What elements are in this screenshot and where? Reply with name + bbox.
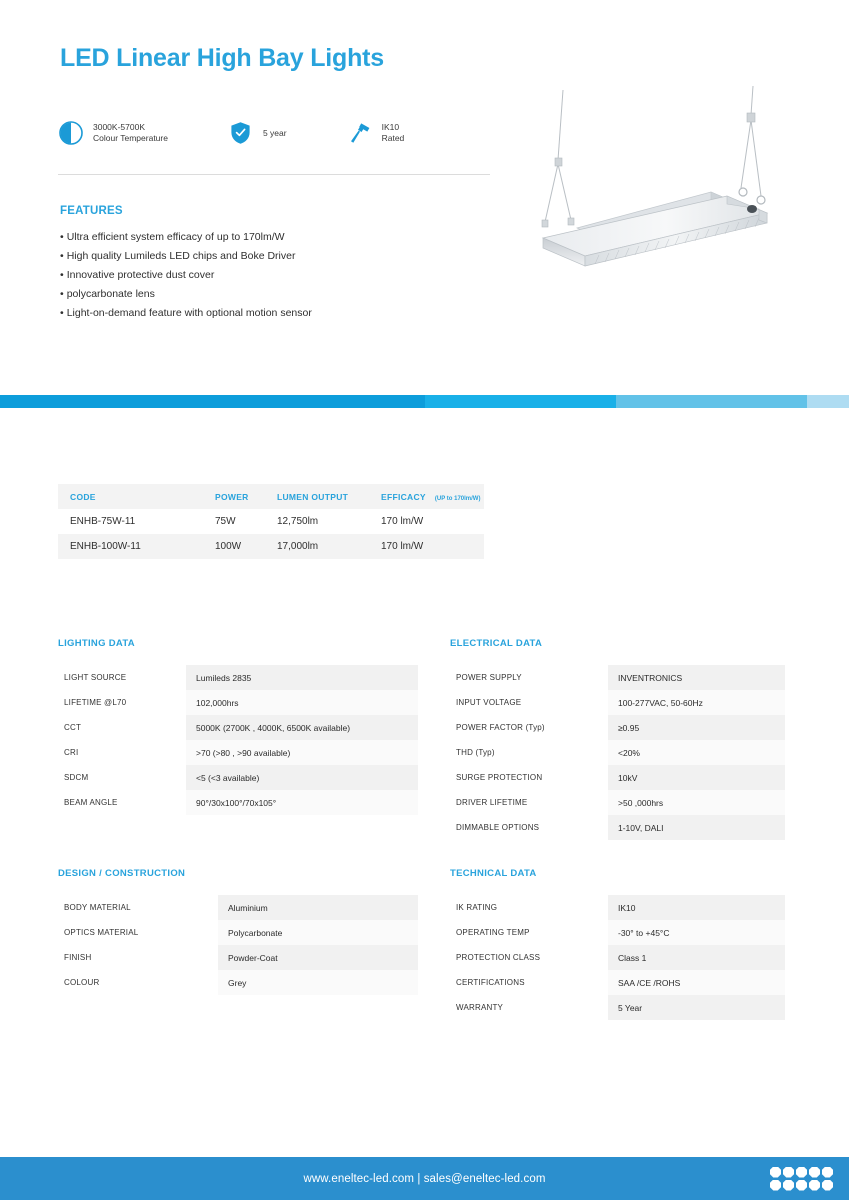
spec-row bbox=[58, 665, 418, 690]
badge-warranty-text bbox=[263, 128, 287, 139]
design-construction-block bbox=[58, 868, 418, 995]
electrical-data-title: ELECTRICAL DATA bbox=[450, 638, 543, 649]
badge-row bbox=[58, 120, 404, 146]
product-lumen-output: 12,750lm bbox=[265, 509, 369, 534]
badge-line-1: 5 year bbox=[262, 127, 287, 138]
spec-label: POWER SUPPLY bbox=[456, 673, 522, 682]
spec-label: LIFETIME @L70 bbox=[64, 698, 127, 707]
badge-line-1: 3000K-5700K bbox=[93, 122, 145, 132]
logo-cell-icon bbox=[796, 1180, 807, 1191]
shield-check-icon bbox=[228, 120, 254, 146]
design-construction-table bbox=[58, 895, 418, 995]
spec-label: INPUT VOLTAGE bbox=[456, 698, 522, 707]
spec-row bbox=[450, 740, 785, 765]
spec-value: Aluminium bbox=[218, 895, 418, 920]
table-row bbox=[58, 509, 484, 534]
product-code-table-body bbox=[58, 509, 484, 559]
product-code: ENHB-100W-11 bbox=[58, 534, 203, 559]
logo-cell-icon bbox=[822, 1180, 833, 1191]
logo-cell-icon bbox=[809, 1167, 820, 1178]
bullet-icon: • bbox=[60, 231, 64, 243]
spec-row bbox=[58, 970, 418, 995]
spec-value: 100-277VAC, 50-60Hz bbox=[608, 690, 785, 715]
features-title: FEATURES bbox=[60, 205, 123, 217]
spec-value: 90°/30x100°/70x105° bbox=[186, 790, 418, 815]
spec-label: IK RATING bbox=[456, 903, 498, 912]
spec-row bbox=[450, 920, 785, 945]
hero-section bbox=[0, 0, 849, 390]
spec-value: Class 1 bbox=[608, 945, 785, 970]
design-construction-title: DESIGN / CONSTRUCTION bbox=[58, 868, 186, 879]
bullet-icon: • bbox=[60, 250, 64, 262]
feature-item: • High quality Lumileds LED chips and Boke Driver bbox=[60, 250, 296, 262]
spec-value: <20% bbox=[608, 740, 785, 765]
bullet-icon: • bbox=[60, 307, 64, 319]
technical-data-table bbox=[450, 895, 785, 1020]
table-header-row bbox=[58, 484, 484, 509]
spec-value: SAA /CE /ROHS bbox=[608, 970, 785, 995]
footer-contact-text[interactable]: www.eneltec-led.com | sales@eneltec-led.com bbox=[303, 1172, 546, 1185]
spec-value: Powder-Coat bbox=[218, 945, 418, 970]
spec-row bbox=[450, 665, 785, 690]
features-section bbox=[60, 205, 490, 323]
table-row bbox=[58, 534, 484, 559]
spec-value: Grey bbox=[218, 970, 418, 995]
logo-cell-icon bbox=[796, 1167, 807, 1178]
hammer-icon bbox=[347, 120, 373, 146]
page-footer bbox=[0, 1157, 849, 1200]
design-construction-body bbox=[58, 895, 418, 995]
product-code-table bbox=[58, 484, 484, 559]
feature-item: • Innovative protective dust cover bbox=[60, 269, 215, 281]
spec-label: CERTIFICATIONS bbox=[456, 978, 525, 987]
badge-line-2: Rated bbox=[381, 133, 405, 143]
logo-row bbox=[770, 1180, 833, 1191]
spec-label: OPTICS MATERIAL bbox=[64, 928, 139, 937]
spec-value: -30° to +45°C bbox=[608, 920, 785, 945]
spec-row bbox=[58, 740, 418, 765]
column-header-efficacy-label: EFFICACY bbox=[381, 491, 426, 502]
bullet-icon: • bbox=[60, 269, 64, 281]
spec-row bbox=[58, 790, 418, 815]
product-efficacy: 170 lm/W bbox=[369, 509, 484, 534]
spec-value: >50 ,000hrs bbox=[608, 790, 785, 815]
spec-row bbox=[450, 690, 785, 715]
electrical-data-body bbox=[450, 665, 785, 840]
divider-segment bbox=[425, 395, 616, 408]
badge-line-2: Colour Temperature bbox=[93, 133, 168, 143]
logo-cell-icon bbox=[783, 1167, 794, 1178]
product-power: 75W bbox=[203, 509, 265, 534]
features-list bbox=[60, 228, 490, 323]
spec-label: OPERATING TEMP bbox=[456, 928, 530, 937]
logo-cell-icon bbox=[770, 1167, 781, 1178]
badge-warranty bbox=[228, 120, 287, 146]
badge-ik-rating-text bbox=[382, 122, 405, 144]
spec-value: 5000K (2700K , 4000K, 6500K available) bbox=[186, 715, 418, 740]
spec-row bbox=[450, 715, 785, 740]
lighting-data-title: LIGHTING DATA bbox=[58, 638, 135, 649]
spec-label: FINISH bbox=[64, 953, 92, 962]
spec-row bbox=[58, 765, 418, 790]
lighting-data-body bbox=[58, 665, 418, 815]
product-lumen-output: 17,000lm bbox=[265, 534, 369, 559]
badge-line-1: IK10 bbox=[381, 122, 400, 132]
lighting-data-block bbox=[58, 638, 418, 815]
spec-label: POWER FACTOR (Typ) bbox=[456, 723, 545, 732]
spec-row bbox=[58, 690, 418, 715]
spec-row bbox=[450, 765, 785, 790]
badge-colour-temperature-text bbox=[93, 122, 168, 144]
technical-data-body bbox=[450, 895, 785, 1020]
spec-label: SURGE PROTECTION bbox=[456, 773, 543, 782]
product-image bbox=[515, 80, 815, 270]
product-power: 100W bbox=[203, 534, 265, 559]
logo-cell-icon bbox=[783, 1180, 794, 1191]
page-title: LED Linear High Bay Lights bbox=[60, 44, 384, 72]
spec-value: INVENTRONICS bbox=[608, 665, 785, 690]
column-header-power: POWER bbox=[203, 484, 265, 509]
hero-divider-rule bbox=[58, 174, 490, 175]
spec-label: LIGHT SOURCE bbox=[64, 673, 127, 682]
technical-data-block bbox=[450, 868, 785, 1020]
spec-label: DRIVER LIFETIME bbox=[456, 798, 528, 807]
colour-temperature-icon bbox=[58, 120, 84, 146]
spec-label: BODY MATERIAL bbox=[64, 903, 131, 912]
spec-value: 10kV bbox=[608, 765, 785, 790]
feature-item: • polycarbonate lens bbox=[60, 288, 155, 300]
logo-cell-icon bbox=[770, 1180, 781, 1191]
spec-value: <5 (<3 available) bbox=[186, 765, 418, 790]
spec-label: PROTECTION CLASS bbox=[456, 953, 541, 962]
spec-value: >70 (>80 , >90 available) bbox=[186, 740, 418, 765]
efficacy-note: (UP to 170lm/W) bbox=[434, 495, 481, 502]
lighting-data-table bbox=[58, 665, 418, 815]
spec-row bbox=[450, 970, 785, 995]
logo-cell-icon bbox=[822, 1167, 833, 1178]
feature-item: • Ultra efficient system efficacy of up to 170lm/W bbox=[60, 231, 285, 243]
badge-ik-rating bbox=[347, 120, 405, 146]
spec-value: 5 Year bbox=[608, 995, 785, 1020]
divider-segment bbox=[807, 395, 849, 408]
spec-value: 102,000hrs bbox=[186, 690, 418, 715]
spec-row bbox=[450, 995, 785, 1020]
column-header-efficacy bbox=[369, 484, 484, 509]
spec-row bbox=[58, 945, 418, 970]
company-logo bbox=[770, 1167, 833, 1191]
column-header-lumen-output: LUMEN OUTPUT bbox=[265, 484, 369, 509]
section-divider-bar bbox=[0, 395, 849, 408]
spec-label: COLOUR bbox=[64, 978, 100, 987]
spec-row bbox=[450, 895, 785, 920]
spec-row bbox=[450, 815, 785, 840]
logo-cell-icon bbox=[809, 1180, 820, 1191]
spec-label: CRI bbox=[64, 748, 79, 757]
spec-label: CCT bbox=[64, 723, 82, 732]
spec-value: Polycarbonate bbox=[218, 920, 418, 945]
column-header-code: CODE bbox=[58, 484, 203, 509]
divider-segment bbox=[0, 395, 425, 408]
spec-label: BEAM ANGLE bbox=[64, 798, 118, 807]
spec-row bbox=[58, 895, 418, 920]
bullet-icon: • bbox=[60, 288, 64, 300]
logo-row bbox=[770, 1167, 833, 1178]
spec-row bbox=[58, 715, 418, 740]
spec-label: SDCM bbox=[64, 773, 89, 782]
spec-value: Lumileds 2835 bbox=[186, 665, 418, 690]
spec-row bbox=[450, 945, 785, 970]
product-efficacy: 170 lm/W bbox=[369, 534, 484, 559]
product-code: ENHB-75W-11 bbox=[58, 509, 203, 534]
divider-segment bbox=[616, 395, 807, 408]
spec-label: THD (Typ) bbox=[456, 748, 495, 757]
spec-value: 1-10V, DALI bbox=[608, 815, 785, 840]
spec-label: WARRANTY bbox=[456, 1003, 504, 1012]
electrical-data-block bbox=[450, 638, 785, 840]
feature-item: • Light-on-demand feature with optional motion sensor bbox=[60, 307, 312, 319]
technical-data-title: TECHNICAL DATA bbox=[450, 868, 537, 879]
spec-label: DIMMABLE OPTIONS bbox=[456, 823, 540, 832]
spec-value: ≥0.95 bbox=[608, 715, 785, 740]
electrical-data-table bbox=[450, 665, 785, 840]
spec-value: IK10 bbox=[608, 895, 785, 920]
badge-colour-temperature bbox=[58, 120, 168, 146]
spec-row bbox=[58, 920, 418, 945]
spec-row bbox=[450, 790, 785, 815]
